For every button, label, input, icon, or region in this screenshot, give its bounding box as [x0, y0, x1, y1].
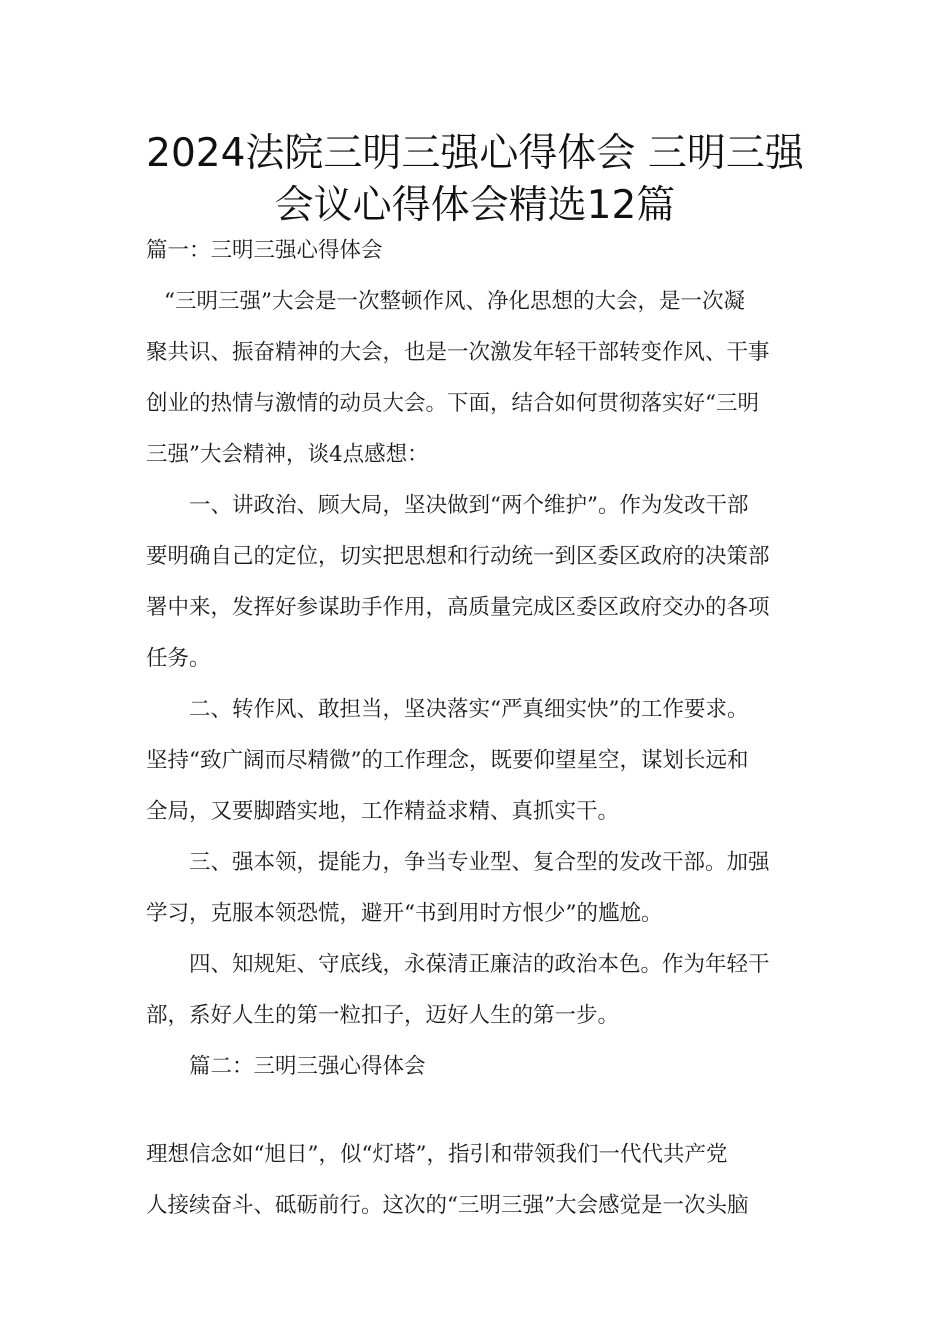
section-heading-1: 篇一：三明三强心得体会 [146, 238, 383, 263]
section-heading-2: 篇二：三明三强心得体会 [189, 1054, 426, 1079]
paragraph-line: 创业的热情与激情的动员大会。下面，结合如何贯彻落实好“三明 [146, 391, 759, 416]
paragraph-line: 要明确自己的定位，切实把思想和行动统一到区委区政府的决策部 [146, 544, 770, 569]
paragraph-line: 全局，又要脚踏实地，工作精益求精、真抓实干。 [146, 799, 620, 824]
document-title-line-2: 会议心得体会精选12篇 [274, 183, 676, 228]
paragraph-line: 三、强本领，提能力，争当专业型、复合型的发改干部。加强 [189, 850, 770, 875]
paragraph-line: 一、讲政治、顾大局，坚决做到“两个维护”。作为发改干部 [189, 493, 749, 518]
paragraph-line: 部，系好人生的第一粒扣子，迈好人生的第一步。 [146, 1003, 620, 1028]
paragraph-line: 二、转作风、敢担当，坚决落实“严真细实快”的工作要求。 [189, 697, 749, 722]
paragraph-line: 任务。 [146, 646, 211, 671]
paragraph-line: 坚持“致广阔而尽精微”的工作理念，既要仰望星空，谋划长远和 [146, 748, 749, 773]
paragraph-line: 学习，克服本领恐慌，避开“书到用时方恨少”的尴尬。 [146, 901, 663, 926]
paragraph-line: 理想信念如“旭日”，似“灯塔”，指引和带领我们一代代共产党 [146, 1142, 728, 1167]
paragraph-line: 署中来，发挥好参谋助手作用，高质量完成区委区政府交办的各项 [146, 595, 770, 620]
paragraph-line: 人接续奋斗、砥砺前行。这次的“三明三强”大会感觉是一次头脑 [146, 1193, 749, 1218]
document-title-line-1: 2024法院三明三强心得体会 三明三强 [146, 131, 804, 176]
paragraph-line: “三明三强”大会是一次整顿作风、净化思想的大会，是一次凝 [164, 289, 745, 314]
paragraph-line: 四、知规矩、守底线，永葆清正廉洁的政治本色。作为年轻干 [189, 952, 770, 977]
paragraph-line: 聚共识、振奋精神的大会，也是一次激发年轻干部转变作风、干事 [146, 340, 770, 365]
paragraph-line: 三强”大会精神，谈4点感想： [146, 442, 429, 467]
